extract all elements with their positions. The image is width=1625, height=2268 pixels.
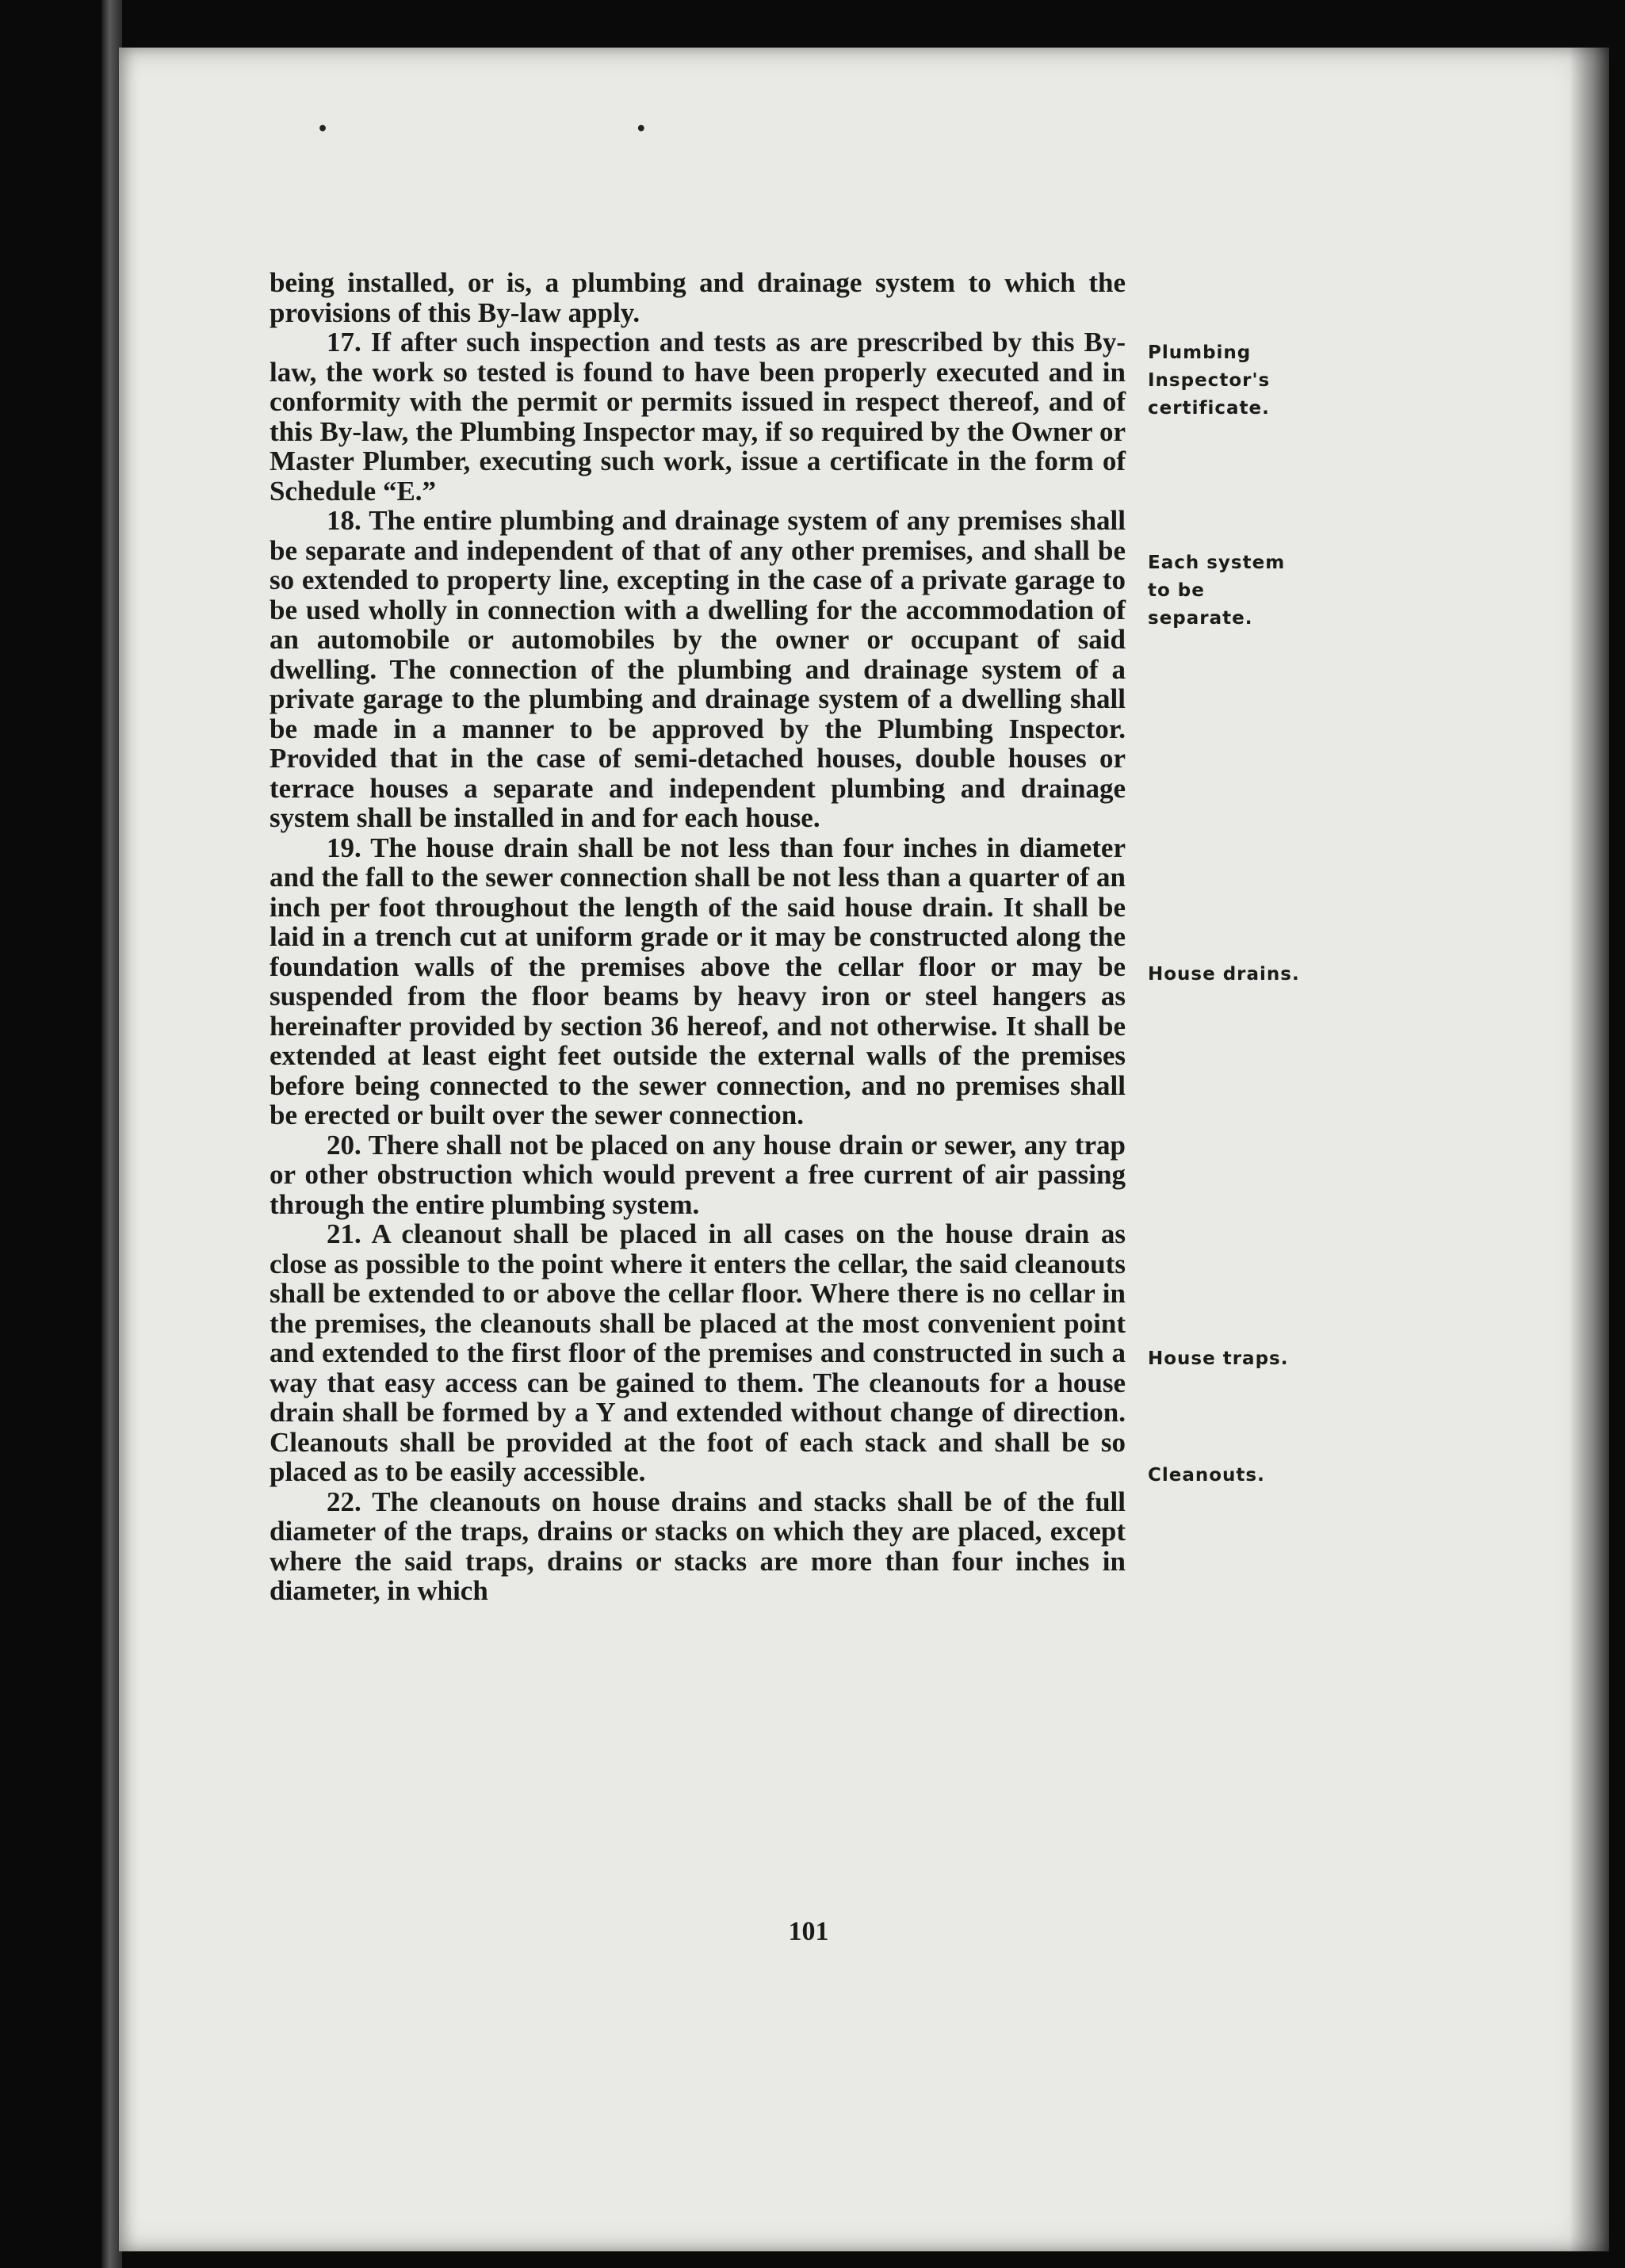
paragraph-text: A cleanout shall be placed in all cases on the house drain as close as possible to the point where it enters the cellar, the said cleanouts shall be extended to or above the cellar floor. Where there is no cellar in the premises, the cleanouts shall be placed at the most convenient point and extended to the first floor of the premises and constructed in such a way that easy access can be gained to them. The cleanouts for a house drain shall be formed by a Y and extended without change of direction. Cleanouts shall be provided at the foot of each stack and shall be so placed as to be easily accessible. xyxy=(270,1218,1126,1487)
paragraph-section-22 xyxy=(270,1487,1126,1606)
paragraph-section-19 xyxy=(270,833,1126,1130)
paragraph-text: The house drain shall be not less than four inches in diameter and the fall to the sewer connection shall be not less than a quarter of an inch per foot throughout the length of the said house drain. It shall be laid in a trench cut at uniform grade or it may be constructed along the foundation walls of the premises above the cellar floor or may be suspended from the floor beams by heavy iron or steel hangers as hereinafter provided by section 36 hereof, and not otherwise. It shall be extended at least eight feet outside the external walls of the premises before being connected to the sewer connection, and no premises shall be erected or built over the sewer connection. xyxy=(270,832,1126,1130)
page-number: 101 xyxy=(788,1917,829,1946)
paragraph-section-20 xyxy=(270,1130,1126,1220)
margin-note-line: Each system xyxy=(1148,553,1286,573)
section-number: 21. xyxy=(327,1218,361,1249)
section-number: 20. xyxy=(327,1129,361,1161)
margin-note-line: House drains. xyxy=(1148,964,1300,985)
page-edge-shadow xyxy=(1570,48,1609,2251)
margin-note-line: Cleanouts. xyxy=(1148,1465,1265,1486)
margin-note-line: to be xyxy=(1148,580,1205,601)
margin-note-house-drains xyxy=(1148,961,1338,989)
paragraph-text: being installed, or is, a plumbing and drainage system to which the provisions of this By-law apply. xyxy=(270,267,1126,328)
margin-note-line: House traps. xyxy=(1148,1348,1289,1369)
paragraph-text: The cleanouts on house drains and stacks shall be of the full diameter of the traps, drains or stacks on which they are placed, except where the said traps, drains or stacks are more than four inches in diameter, in which xyxy=(270,1486,1126,1606)
paragraph-text: If after such inspection and tests as are prescribed by this By-law, the work so tested is found to have been properly executed and in conformity with the permit or permits issued in respect thereof, and of this By-law, the Plumbing Inspector may, if so required by the Owner or Master Plumber, executing such work, issue a certificate in the form of Schedule “E.” xyxy=(270,327,1126,507)
section-number: 17. xyxy=(327,327,361,358)
margin-note-cleanouts xyxy=(1148,1462,1338,1490)
margin-note-line: Inspector's xyxy=(1148,370,1271,391)
margin-note-line: separate. xyxy=(1148,608,1253,629)
paragraph-section-21 xyxy=(270,1219,1126,1487)
section-number: 22. xyxy=(327,1486,361,1517)
section-number: 19. xyxy=(327,832,361,863)
margin-note-each-system-separate xyxy=(1148,549,1338,633)
body-text xyxy=(270,268,1126,1606)
margin-note-line: Plumbing xyxy=(1148,342,1252,363)
margin-note-line: certificate. xyxy=(1148,398,1270,419)
paragraph-section-17 xyxy=(270,327,1126,506)
paragraph-text: There shall not be placed on any house drain or sewer, any trap or other obstruction which would prevent a free current of air passing through the entire plumbing system. xyxy=(270,1129,1126,1220)
print-specks: • • xyxy=(317,119,797,140)
margin-note-plumbing-inspectors-certificate xyxy=(1148,339,1338,423)
margin-note-house-traps xyxy=(1148,1345,1338,1373)
paragraph-section-18 xyxy=(270,506,1126,833)
paragraph-text: The entire plumbing and drainage system of any premises shall be separate and independent of that of any other premises, and shall be so extended to property line, excepting in the case of a private garage to be used wholly in connection with a dwelling for the accommodation of an automobile or automobiles by the owner or occupant of said dwelling. The connection of the plumbing and drainage system of a private garage to the plumbing and drainage system of a dwelling shall be made in a manner to be approved by the Plumbing Inspector. Provided that in the case of semi-detached houses, double houses or terrace houses a separate and independent plumbing and drainage system shall be installed in and for each house. xyxy=(270,505,1126,833)
section-number: 18. xyxy=(327,505,361,536)
paragraph-continuation xyxy=(270,268,1126,327)
